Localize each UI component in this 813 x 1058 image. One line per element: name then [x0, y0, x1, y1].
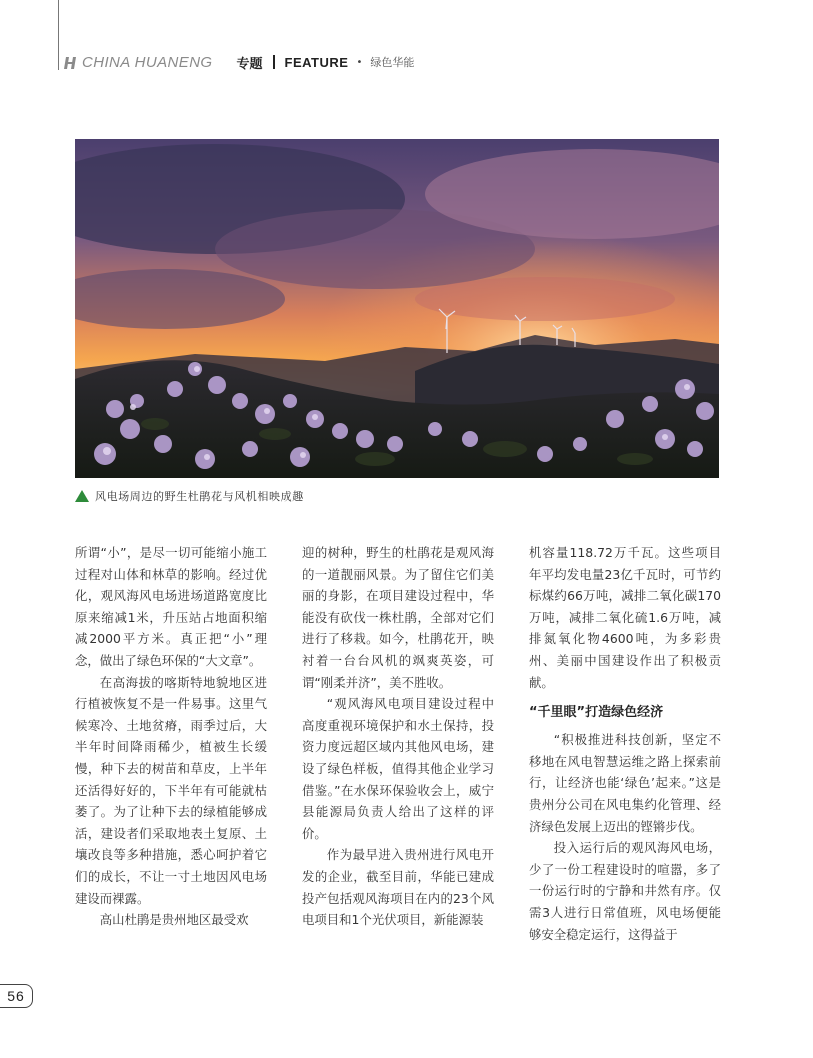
- paragraph: 在高海拔的喀斯特地貌地区进行植被恢复不是一件易事。这里气候寒冷、土地贫瘠，雨季过后，大半年时间降雨稀少，植被生长缓慢，种下去的树苗和草皮，上半年还活得好好的，下半年有可能就枯萎了。为了让种下去的绿植能够成活，建设者们采取地表土复原、土壤改良等多种措施，悉心呵护着它们的成长，不让一寸土地因风电场建设而裸露。: [75, 674, 267, 906]
- paragraph: “观风海风电项目建设过程中高度重视环境保护和水土保持，投资力度远超区域内其他风电场，建设了绿色样板，值得其他企业学习借鉴。”在水保环保验收会上，威宁县能源局负责人给出了这样的评价。: [302, 696, 494, 841]
- caption-text: 风电场周边的野生杜鹃花与风机相映成趣: [95, 490, 304, 503]
- paragraph: 作为最早进入贵州进行风电开发的企业，截至目前，华能已建成投产包括观风海项目在内的23个风电项目和1个光伏项目，新能源装: [302, 847, 494, 928]
- section-title-cn: 专题: [236, 56, 263, 72]
- subsection-title: 绿色华能: [370, 56, 415, 69]
- huaneng-logo-icon: [64, 57, 78, 69]
- article-column-1: [75, 542, 267, 931]
- paragraph: “积极推进科技创新，坚定不移地在风电智慧运维之路上探索前行，让经济也能‘绿色’起来。”这是贵州分公司在风电集约化管理、经济绿色发展上迈出的铿锵步伐。: [529, 732, 721, 834]
- page-number: 56: [0, 984, 33, 1008]
- paragraph: 迎的树种，野生的杜鹃花是观风海的一道靓丽风景。为了留住它们美丽的身影，在项目建设过程中，华能没有砍伐一株杜鹃，全部对它们进行了移栽。如今，杜鹃花开，映衬着一台台风机的飒爽英姿，可谓“刚柔并济”，美不胜收。: [302, 545, 494, 690]
- paragraph: 高山杜鹃是贵州地区最受欢: [99, 912, 249, 928]
- section-divider: [273, 55, 275, 69]
- wildflowers-wind-turbines-photo: [75, 139, 719, 478]
- paragraph: 投入运行后的观风海风电场，少了一份工程建设时的喧嚣，多了一份运行时的宁静和井然有序。仅需3人进行日常值班，风电场便能够安全稳定运行，这得益于: [529, 840, 721, 942]
- paragraph: 机容量118.72万千瓦。这些项目年平均发电量23亿千瓦时，可节约标煤约66万吨，减排二氧化碳170万吨，减排二氧化硫1.6万吨，减排氮氧化物4600吨，为多彩贵州、美丽中国建设作出了积极贡献。: [529, 545, 721, 690]
- bullet-separator: •: [356, 56, 363, 68]
- article-column-2: [302, 542, 494, 931]
- photo-caption: [75, 488, 304, 504]
- article-column-3: [529, 542, 721, 945]
- feature-photo: [75, 139, 719, 478]
- magazine-logo-text: CHINA HUANENG: [82, 53, 213, 71]
- section-heading: “千里眼”打造绿色经济: [529, 705, 664, 721]
- paragraph: 所谓“小”，是尽一切可能缩小施工过程对山体和林草的影响。经过优化，观风海风电场进场道路宽度比原来缩减1米，升压站占地面积缩减2000平方米。真正把“小”理念，做出了绿色环保的“大文章”。: [75, 545, 267, 668]
- page-header: [64, 52, 414, 72]
- green-triangle-icon: [75, 490, 89, 502]
- section-title-en: FEATURE: [284, 54, 349, 70]
- header-rule: [58, 0, 59, 70]
